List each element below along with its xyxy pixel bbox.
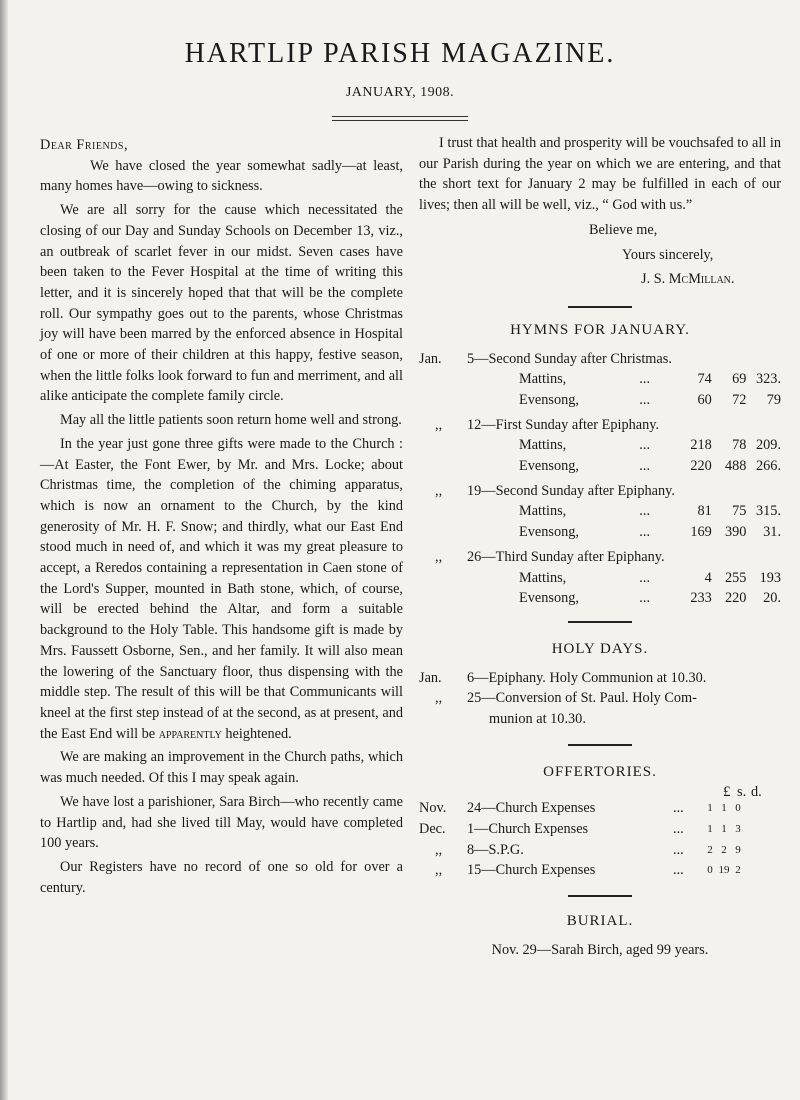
amount-pence: 9 xyxy=(735,843,741,856)
hymn-row xyxy=(419,547,781,568)
hymn-mattins xyxy=(419,568,781,589)
letter-paragraph: We are making an improvement in the Church paths, which was much needed. Of this I may speak again. xyxy=(40,749,403,787)
holy-days-list xyxy=(419,668,781,730)
hymn-mattins xyxy=(419,435,781,456)
hymn-number: 233 xyxy=(690,590,712,607)
hymn-number: 488 xyxy=(724,458,747,475)
closing-line: Yours sincerely, xyxy=(622,246,714,263)
hymn-row xyxy=(419,349,781,370)
offertories-heading: OFFERTORIES. xyxy=(543,763,657,780)
leader-dots: ... xyxy=(639,392,651,408)
offertory-month: Nov. xyxy=(419,800,447,817)
holy-day-row xyxy=(419,688,781,709)
hymn-sunday-name: —Third Sunday after Epiphany. xyxy=(481,548,665,565)
hymn-number: 315. xyxy=(756,503,782,520)
offertory-month: ,, xyxy=(435,862,443,879)
leader-dots: ... xyxy=(639,371,651,388)
holy-day-text: 6—Epiphany. Holy Communion at 10.30. xyxy=(467,669,707,686)
amount-shillings: 1 xyxy=(721,802,727,815)
right-column xyxy=(419,133,781,961)
hymn-date: 19 xyxy=(467,482,482,499)
holy-day-month: Jan. xyxy=(419,669,442,686)
hymn-row xyxy=(419,481,781,502)
pound-symbol: £ xyxy=(723,784,731,801)
hymn-evensong xyxy=(419,390,781,411)
hymn-number: 75 xyxy=(732,503,747,520)
offertory-text: 15—Church Expenses xyxy=(467,862,596,879)
hymn-sunday xyxy=(419,415,781,477)
hymn-number: 78 xyxy=(732,437,747,454)
hymn-evensong xyxy=(419,588,781,609)
offertory-text: 24—Church Expenses xyxy=(467,800,596,817)
offertory-month: Dec. xyxy=(419,821,446,838)
hymn-number: 255 xyxy=(724,569,747,586)
hymn-number: 209. xyxy=(756,437,782,454)
issue-date: JANUARY, 1908. xyxy=(345,85,455,100)
hymn-number: 4 xyxy=(704,569,712,586)
leader-dots: ... xyxy=(673,821,684,838)
hymn-mattins xyxy=(419,501,781,522)
hymn-sunday-name: —Second Sunday after Christmas. xyxy=(474,350,672,367)
hymn-evensong xyxy=(419,456,781,477)
title-rule xyxy=(332,116,468,121)
hymn-number: 72 xyxy=(732,392,747,408)
amount-pence: 2 xyxy=(735,864,741,877)
burial-entry: Nov. 29—Sarah Birch, aged 99 years. xyxy=(491,941,709,958)
hymn-number: 31. xyxy=(763,524,782,541)
burial-heading: BURIAL. xyxy=(566,913,634,930)
hymn-number: 74 xyxy=(697,371,712,388)
emphasis-word: apparently xyxy=(158,725,222,742)
pence-symbol: d. xyxy=(751,784,762,801)
letter-left-column xyxy=(40,133,403,898)
amount-pounds: 0 xyxy=(707,864,713,877)
amount-shillings: 19 xyxy=(718,864,730,877)
holy-days-heading: HOLY DAYS. xyxy=(551,640,649,657)
letter-paragraph xyxy=(40,434,403,745)
service-label: Mattins, xyxy=(519,437,567,454)
leader-dots: ... xyxy=(639,590,651,607)
hymn-number: 81 xyxy=(697,503,712,520)
hymn-sunday xyxy=(419,547,781,609)
service-label: Evensong, xyxy=(519,392,579,408)
section-divider xyxy=(568,306,632,308)
leader-dots: ... xyxy=(639,437,651,454)
hymn-evensong xyxy=(419,522,781,543)
amount-shillings: 1 xyxy=(721,823,727,836)
service-label: Evensong, xyxy=(519,524,579,541)
amount-pounds: 1 xyxy=(707,802,713,815)
page-edge xyxy=(0,0,8,1100)
hymn-number: 69 xyxy=(732,371,747,388)
leader-dots: ... xyxy=(673,841,684,858)
leader-dots: ... xyxy=(639,458,651,475)
amount-pounds: 1 xyxy=(707,823,713,836)
section-divider xyxy=(568,895,632,897)
letter-paragraph: We have lost a parishioner, Sara Birch—who recently came to Hartlip and, had she lived till May, would have completed 100 years. xyxy=(40,793,403,852)
holy-day-row xyxy=(419,668,781,689)
hymn-number: 169 xyxy=(690,524,712,541)
offertory-text: 8—S.P.G. xyxy=(467,841,524,858)
letter-paragraph: We are all sorry for the cause which necessitated the closing of our Day and Sunday Schools on December 13, viz., an outbreak of scarlet fever in our midst. Seven cases have been taken to the Fever Hospital at the time of writing this letter, and it is sincerely hoped that that will be the complete roll. Our sympathy goes out to the parents, whose Christmas joy will have been marred by the enforced absence in Hospital of one or more of their children at this happy, festive season, when the little folks look forward to fun and merriment, and all alike anticipate the complete family circle. xyxy=(40,202,403,405)
hymn-sunday xyxy=(419,481,781,543)
offertory-row xyxy=(419,860,781,881)
signature: J. S. McMillan. xyxy=(641,271,735,288)
hymns-list xyxy=(419,349,781,609)
shilling-symbol: s. xyxy=(737,784,747,801)
salutation: Dear Friends, xyxy=(40,137,129,153)
hymn-number: 60 xyxy=(697,392,712,408)
leader-dots: ... xyxy=(673,862,684,879)
service-label: Evensong, xyxy=(519,590,579,607)
offertory-row xyxy=(419,798,781,819)
offertory-row xyxy=(419,840,781,861)
service-label: Mattins, xyxy=(519,371,567,388)
letter-text: In the year just gone three gifts were made to the Church :—At Easter, the Font Ewer, by Mr. and Mrs. Locke; about Christmas time, the completion of the chiming apparatus, which is now an ornament to the Church, by the kind generosity of Mr. H. F. Snow; and thirdly, what our East End stood much in need of, and which it was my great pleasure to accept, a Reredos containing a representation in Caen stone of the Lord's Supper, mounted in Bath stone, which, of course, will be erected behind the Altar, and form a suitable background to the Holy Table. This handsome gift is made by Mrs. Faussett Osborne, Sen., and her family. It will also mean the lowering of the Sanctuary floor, thus dispensing with the middle step. The result of this will be that Communicants will kneel at the first step instead of at the second, as at present, and the East End will be xyxy=(40,435,403,742)
leader-dots: ... xyxy=(673,800,684,817)
hymn-month: ,, xyxy=(435,548,443,565)
hymn-sunday-name: —Second Sunday after Epiphany. xyxy=(481,482,675,499)
holy-day-month: ,, xyxy=(435,690,443,707)
service-label: Mattins, xyxy=(519,569,567,586)
amount-pence: 0 xyxy=(735,802,741,815)
currency-header xyxy=(419,782,781,801)
amount-pence: 3 xyxy=(735,823,741,836)
offertory-month: ,, xyxy=(435,841,443,858)
hymn-number: 323. xyxy=(756,371,782,388)
hymn-number: 266. xyxy=(756,458,782,475)
letter-text: heightened. xyxy=(221,725,292,742)
hymn-number: 79 xyxy=(766,392,782,408)
letter-paragraph: I trust that health and prosperity will be vouchsafed to all in our Parish during the year on which we are entering, and that the short text for January 2 may be fulfilled in each of our lives; then all will be well, viz., “ God with us.” xyxy=(419,135,781,214)
leader-dots: ... xyxy=(639,503,651,520)
letter-paragraph: We have closed the year somewhat sadly—at least, many homes have—owing to sickness. xyxy=(40,157,403,195)
closing-line: Believe me, xyxy=(589,221,658,238)
hymn-row xyxy=(419,415,781,436)
hymn-date: 12 xyxy=(467,416,482,433)
service-label: Evensong, xyxy=(519,458,579,475)
letter-closing xyxy=(419,220,781,290)
page-title: HARTLIP PARISH MAGAZINE. xyxy=(184,38,616,69)
section-divider xyxy=(568,744,632,746)
service-label: Mattins, xyxy=(519,503,567,520)
hymn-month: ,, xyxy=(435,416,443,433)
hymn-number: 220 xyxy=(690,458,712,475)
holy-day-text: 25—Conversion of St. Paul. Holy Com- xyxy=(467,690,697,707)
hymn-number: 390 xyxy=(724,524,747,541)
letter-paragraph: May all the little patients soon return home well and strong. xyxy=(60,412,402,429)
offertory-text: 1—Church Expenses xyxy=(467,821,589,838)
hymn-sunday-name: —First Sunday after Epiphany. xyxy=(481,416,660,433)
hymns-heading: HYMNS FOR JANUARY. xyxy=(510,321,690,338)
leader-dots: ... xyxy=(639,524,651,541)
leader-dots: ... xyxy=(639,569,651,586)
hymn-date: 5 xyxy=(467,350,475,367)
hymn-number: 20. xyxy=(763,590,782,607)
letter-paragraph: Our Registers have no record of one so old for over a century. xyxy=(40,858,403,896)
section-divider xyxy=(568,621,632,623)
hymn-number: 218 xyxy=(690,437,712,454)
amount-pounds: 2 xyxy=(707,843,713,856)
hymn-date: 26 xyxy=(467,548,482,565)
hymn-month: ,, xyxy=(435,482,443,499)
offertory-row xyxy=(419,819,781,840)
hymn-number: 220 xyxy=(724,590,747,607)
hymn-sunday xyxy=(419,349,781,411)
hymn-number: 193 xyxy=(759,569,782,586)
hymn-mattins xyxy=(419,369,781,390)
hymn-month: Jan. xyxy=(419,350,442,367)
offertories-list xyxy=(419,798,781,881)
holy-day-continuation: munion at 10.30. xyxy=(489,710,586,727)
amount-shillings: 2 xyxy=(721,843,727,856)
